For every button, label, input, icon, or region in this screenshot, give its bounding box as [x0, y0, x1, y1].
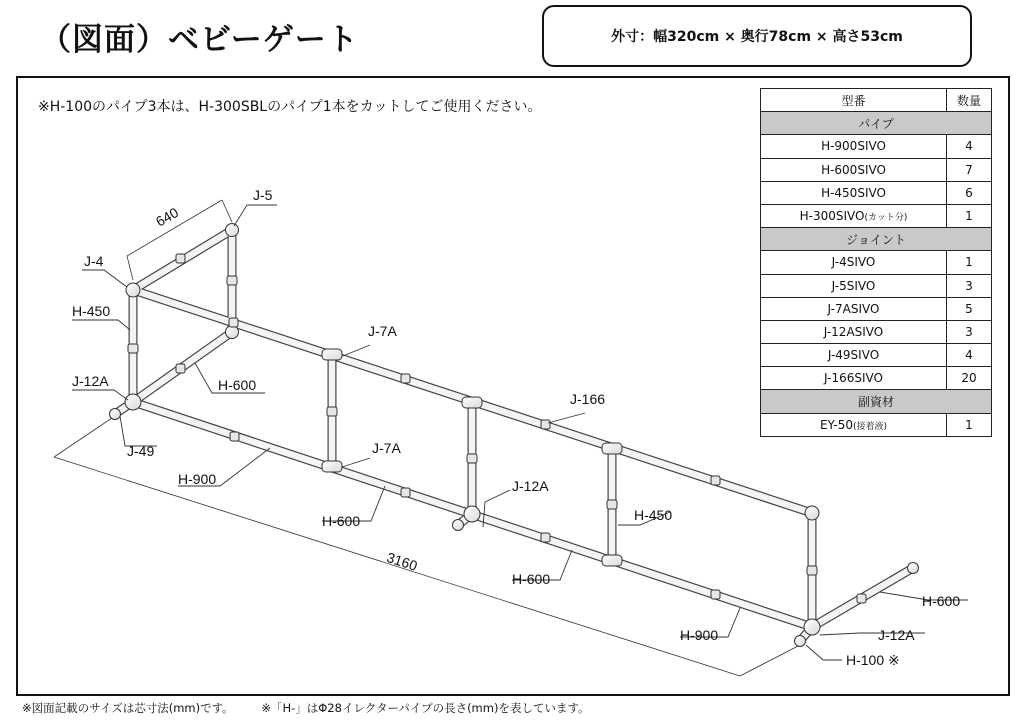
j166-connector — [176, 364, 185, 373]
row-model-note: (接着液) — [853, 421, 888, 432]
row-qty: 5 — [947, 297, 992, 320]
section-title: パイプ — [761, 112, 992, 135]
row-model: H-600SIVO — [761, 158, 947, 181]
label-j49: J-49 — [127, 443, 155, 459]
row-qty: 20 — [947, 367, 992, 390]
j5-joint — [226, 224, 239, 237]
label-h600-left: H-600 — [218, 377, 257, 393]
j12a-joint — [464, 506, 480, 522]
row-model: H-900SIVO — [761, 135, 947, 158]
j166-connectors — [128, 254, 866, 603]
label-j166: J-166 — [570, 391, 606, 407]
dimensions-text: 外寸：幅320cm × 奥行78cm × 高さ53cm — [611, 29, 903, 45]
table-row — [761, 158, 992, 181]
section-title: 副資材 — [761, 390, 992, 413]
label-h450-left: H-450 — [72, 303, 111, 319]
label-j12a-right: J-12A — [878, 627, 915, 643]
j49-cap — [453, 520, 464, 531]
j166-connector — [401, 374, 410, 383]
j166-connector — [128, 344, 138, 353]
row-model: H-450SIVO — [761, 181, 947, 204]
row-model-cell — [761, 413, 947, 436]
row-qty: 3 — [947, 320, 992, 343]
dim-3160-label: 3160 — [384, 549, 420, 574]
j12a-joint — [125, 394, 141, 410]
section-supplies — [761, 390, 992, 413]
table-row — [761, 367, 992, 390]
j166-connector — [327, 407, 337, 416]
j166-connector — [857, 594, 866, 603]
row-qty: 6 — [947, 181, 992, 204]
row-qty: 3 — [947, 274, 992, 297]
table-row — [761, 251, 992, 274]
section-joints — [761, 228, 992, 251]
row-qty: 1 — [947, 251, 992, 274]
table-row — [761, 274, 992, 297]
parts-table — [760, 88, 992, 437]
j7a-joint — [322, 349, 342, 360]
row-model: EY-50 — [819, 417, 854, 432]
footer-notes — [22, 700, 614, 716]
cutting-note: ※H-100のパイプ3本は、H-300SBLのパイプ1本をカットしてご使用ください。 — [38, 99, 542, 115]
j7a-joint — [602, 443, 622, 454]
column-qty: 数量 — [947, 89, 992, 112]
parts-table-header — [761, 89, 992, 112]
j166-connector — [227, 276, 237, 285]
j166-connector — [807, 566, 817, 575]
j166-connector — [541, 420, 550, 429]
dim-640-ext-b — [222, 200, 232, 222]
j49-cap — [795, 636, 806, 647]
dim-3160-ext-b — [740, 645, 800, 676]
table-row — [761, 413, 992, 436]
row-model: J-5SIVO — [761, 274, 947, 297]
label-j12a-mid: J-12A — [512, 478, 549, 494]
j7a-joint — [602, 555, 622, 566]
label-h900-right: H-900 — [680, 627, 719, 643]
section-title: ジョイント — [761, 228, 992, 251]
dim-640-label: 640 — [152, 204, 182, 230]
j166-connector — [607, 500, 617, 509]
row-model-note: (カット分) — [864, 213, 908, 224]
label-h600-lower: H-600 — [512, 571, 551, 587]
label-h600-mid: H-600 — [322, 513, 361, 529]
label-j7a-bottom: J-7A — [372, 440, 401, 456]
table-row — [761, 204, 992, 227]
label-j4: J-4 — [84, 253, 104, 269]
j166-connector — [230, 432, 239, 441]
j7a-joint — [322, 461, 342, 472]
j166-connector — [711, 476, 720, 485]
j166-connector — [401, 488, 410, 497]
j49-cap — [908, 563, 919, 574]
label-h900-left: H-900 — [178, 471, 217, 487]
table-row — [761, 135, 992, 158]
table-row — [761, 344, 992, 367]
j166-connector — [541, 533, 550, 542]
j166-connector — [711, 590, 720, 599]
row-qty: 1 — [947, 413, 992, 436]
column-model: 型番 — [761, 89, 947, 112]
label-h450-right: H-450 — [634, 507, 673, 523]
j49-cap — [110, 409, 121, 420]
label-j5: J-5 — [253, 187, 273, 203]
label-h600-right: H-600 — [922, 593, 961, 609]
j4-joint — [126, 283, 140, 297]
row-qty: 1 — [947, 204, 992, 227]
footer-note-pipe-length: ※「H-」はΦ28イレクターパイプの長さ(mm)を表しています。 — [261, 701, 590, 715]
row-model: H-300SIVO — [799, 209, 865, 224]
row-qty: 4 — [947, 344, 992, 367]
label-h100: H-100 ※ — [846, 652, 900, 668]
label-j12a-left: J-12A — [72, 373, 109, 389]
j166-connector — [176, 254, 185, 263]
row-model-cell — [761, 204, 947, 227]
table-row — [761, 320, 992, 343]
row-qty: 4 — [947, 135, 992, 158]
footer-note-dimensions: ※図面記載のサイズは芯寸法(mm)です。 — [22, 701, 234, 715]
j12a-joint — [804, 619, 820, 635]
row-qty: 7 — [947, 158, 992, 181]
j5-joint — [805, 506, 819, 520]
j166-connector — [467, 454, 477, 463]
row-model: J-7ASIVO — [761, 297, 947, 320]
dim-3160-ext-a — [54, 418, 112, 457]
dim-640-ext-a — [127, 256, 133, 280]
table-row — [761, 181, 992, 204]
table-row — [761, 297, 992, 320]
j7a-joint — [462, 397, 482, 408]
page-title: （図面）ベビーゲート — [40, 22, 359, 58]
section-pipes — [761, 112, 992, 135]
label-j7a-top: J-7A — [368, 323, 397, 339]
row-model: J-166SIVO — [761, 367, 947, 390]
row-model: J-4SIVO — [761, 251, 947, 274]
row-model: J-12ASIVO — [761, 320, 947, 343]
row-model: J-49SIVO — [761, 344, 947, 367]
j166-connector — [229, 318, 238, 327]
